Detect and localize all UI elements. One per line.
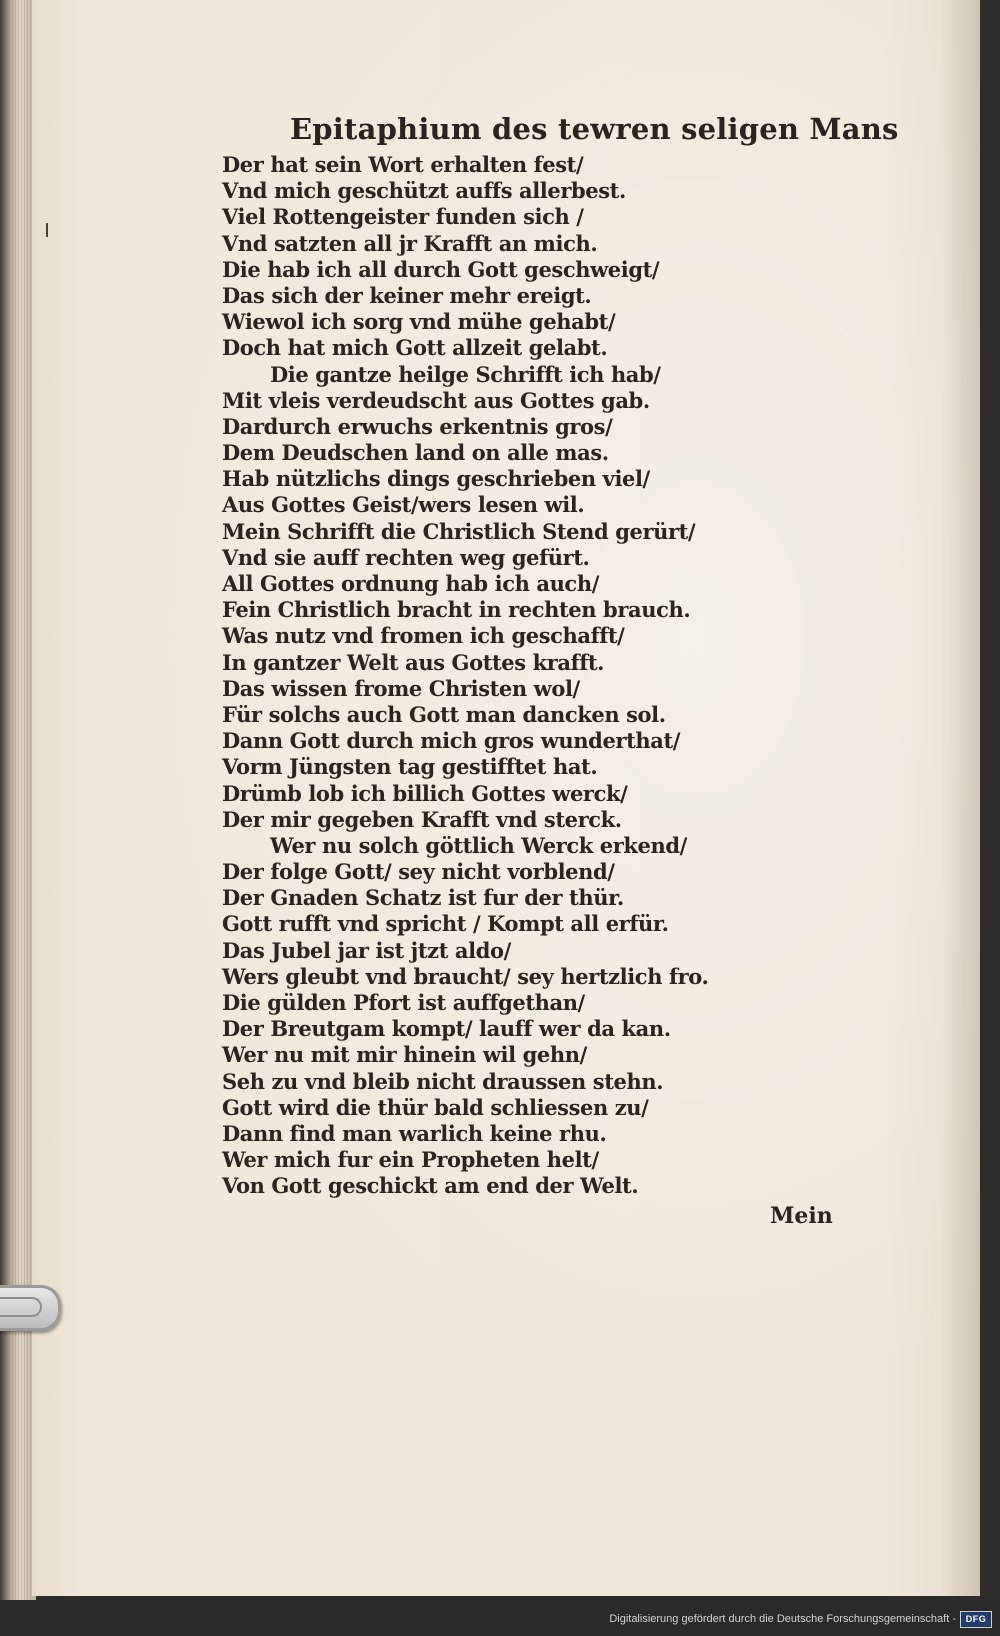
poem-line: Viel Rottengeister funden sich / <box>222 204 584 230</box>
poem-line: All Gottes ordnung hab ich auch/ <box>222 571 599 596</box>
poem-line: Dann find man warlich keine rhu. <box>222 1120 607 1146</box>
margin-mark <box>46 223 48 237</box>
poem-line: Der hat sein Wort erhalten fest/ <box>222 152 584 177</box>
poem-line: Der Breutgam kompt/ lauff wer da kan. <box>222 1016 671 1042</box>
poem-line: Wiewol ich sorg vnd mühe gehabt/ <box>222 309 616 335</box>
poem-line: Das sich der keiner mehr ereigt. <box>222 282 592 308</box>
poem-line: Wer nu mit mir hinein wil gehn/ <box>222 1042 587 1068</box>
poem-line: Dann Gott durch mich gros wunderthat/ <box>222 728 681 754</box>
poem-line: Hab nützlichs dings geschrieben viel/ <box>222 466 650 492</box>
book-edge <box>0 0 36 1600</box>
poem-line: Vnd satzten all jr Krafft an mich. <box>222 230 598 256</box>
poem-line: Der Gnaden Schatz ist fur der thür. <box>222 885 624 911</box>
poem-line: Gott wird die thür bald schliessen zu/ <box>222 1094 649 1120</box>
poem-line: Fein Christlich bracht in rechten brauch. <box>222 597 691 623</box>
poem-line: Dardurch erwuchs erkentnis gros/ <box>222 413 613 439</box>
catchword: Mein <box>770 1203 833 1229</box>
poem-text-block <box>222 152 782 1200</box>
poem-line: Wer mich fur ein Propheten helt/ <box>222 1147 599 1173</box>
poem-line: Vorm Jüngsten tag gestifftet hat. <box>222 754 598 780</box>
poem-line: Gott rufft vnd spricht / Kompt all erfür. <box>222 911 669 937</box>
poem-line: Der mir gegeben Krafft vnd sterck. <box>222 806 622 832</box>
poem-line: Die gantze heilge Schrifft ich hab/ <box>270 361 661 387</box>
poem-line: Wers gleubt vnd braucht/ sey hertzlich fro. <box>222 963 709 989</box>
dfg-logo: DFG <box>960 1611 992 1628</box>
digitization-credit: Digitalisierung gefördert durch die Deutsche Forschungsgemeinschaft - <box>609 1613 956 1625</box>
poem-line: In gantzer Welt aus Gottes krafft. <box>222 649 605 675</box>
poem-line: Die hab ich all durch Gott geschweigt/ <box>222 256 660 282</box>
page-header-title: Epitaphium des tewren seligen Mans <box>290 112 899 146</box>
poem-line: Die gülden Pfort ist auffgethan/ <box>222 990 585 1015</box>
poem-line: Was nutz vnd fromen ich geschafft/ <box>222 623 625 649</box>
page-gutter-shadow <box>940 0 980 1596</box>
poem-line: Der folge Gott/ sey nicht vorblend/ <box>222 859 615 885</box>
paper-clip <box>0 1285 61 1331</box>
poem-line: Aus Gottes Geist/wers lesen wil. <box>222 492 585 518</box>
poem-line: Das wissen frome Christen wol/ <box>222 675 580 701</box>
poem-line: Drümb lob ich billich Gottes werck/ <box>222 780 628 806</box>
poem-line: Das Jubel jar ist jtzt aldo/ <box>222 937 511 963</box>
poem-line: Vnd mich geschützt auffs allerbest. <box>222 178 626 204</box>
poem-line: Wer nu solch göttlich Werck erkend/ <box>270 832 687 858</box>
poem-line: Mit vleis verdeudscht aus Gottes gab. <box>222 387 650 413</box>
poem-line: Seh zu vnd bleib nicht draussen stehn. <box>222 1068 664 1094</box>
poem-line: Dem Deudschen land on alle mas. <box>222 440 609 466</box>
poem-line: Doch hat mich Gott allzeit gelabt. <box>222 335 608 361</box>
poem-line: Vnd sie auff rechten weg gefürt. <box>222 544 590 570</box>
poem-line: Mein Schrifft die Christlich Stend gerürt/ <box>222 518 696 544</box>
poem-line: Von Gott geschickt am end der Welt. <box>222 1173 639 1199</box>
poem-line: Für solchs auch Gott man dancken sol. <box>222 701 666 727</box>
